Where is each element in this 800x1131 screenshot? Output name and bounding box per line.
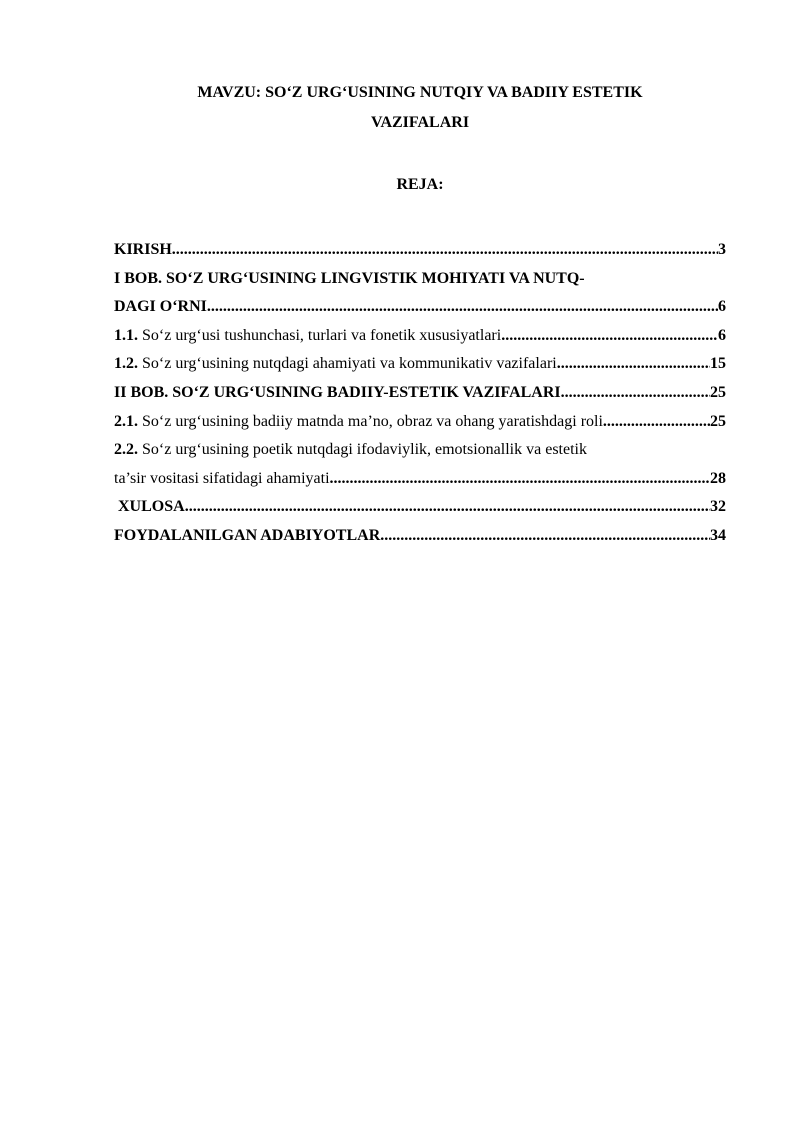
section-number: 2.1. — [114, 412, 138, 430]
dot-leader — [172, 236, 718, 265]
table-of-contents — [114, 236, 726, 551]
toc-label: II BOB. SO‘Z URG‘USINING BADIIY-ESTETIK VAZIFALARI — [114, 383, 561, 401]
dot-leader — [557, 350, 710, 379]
dot-leader — [207, 293, 718, 322]
toc-label — [114, 350, 557, 379]
toc-page-number: 3 — [718, 241, 726, 258]
toc-entry-1-2 — [114, 350, 726, 379]
dot-leader — [185, 493, 710, 522]
toc-entry-bob1 — [114, 265, 726, 322]
toc-page-number: 6 — [718, 326, 726, 344]
toc-page-number: 15 — [710, 355, 726, 373]
section-title: So‘z urg‘usining nutqdagi ahamiyati va kommunikativ vazifalari — [138, 355, 557, 373]
toc-entry-bob2 — [114, 379, 726, 408]
dot-leader — [380, 522, 710, 551]
toc-entry-adabiyotlar — [114, 522, 726, 551]
toc-page-number: 25 — [710, 412, 726, 430]
toc-entry-2-2 — [114, 436, 726, 493]
toc-page-number: 6 — [718, 298, 726, 316]
toc-label: XULOSA — [114, 498, 185, 516]
toc-label: FOYDALANILGAN ADABIYOTLAR — [114, 526, 381, 544]
section-title: So‘z urg‘usi tushunchasi, turlari va fonetik xususiyatlari — [138, 326, 502, 344]
toc-entry-xulosa — [114, 493, 726, 522]
plan-heading: REJA: — [396, 176, 444, 193]
dot-leader — [561, 379, 710, 408]
toc-page-number: 25 — [710, 383, 726, 401]
toc-label-line-2: ta’sir vositasi sifatidagi ahamiyati — [114, 469, 330, 487]
toc-label — [114, 408, 603, 437]
toc-label — [114, 322, 501, 351]
section-title: So‘z urg‘usining poetik nutqdagi ifodaviylik, emotsionallik va estetik — [138, 441, 587, 459]
toc-page-number: 32 — [710, 498, 726, 516]
toc-label-line-2: DAGI O‘RNI — [114, 298, 207, 316]
toc-page-number: 34 — [710, 526, 726, 544]
toc-entry-kirish — [114, 236, 726, 265]
toc-page-number: 28 — [710, 469, 726, 487]
title-line-1: MAVZU: SO‘Z URG‘USINING NUTQIY VA BADIIY ESTETIK — [197, 84, 643, 101]
toc-entry-1-1 — [114, 322, 726, 351]
toc-entry-2-1 — [114, 408, 726, 437]
toc-label-line-1 — [114, 436, 726, 465]
document-title — [114, 78, 726, 138]
section-number: 2.2. — [114, 441, 138, 459]
toc-label: KIRISH — [114, 241, 172, 258]
section-title: So‘z urg‘usining badiiy matnda ma’no, obraz va ohang yaratishdagi roli — [138, 412, 603, 430]
title-line-2: VAZIFALARI — [370, 114, 470, 131]
toc-label-line-1: I BOB. SO‘Z URG‘USINING LINGVISTIK MOHIYATI VA NUTQ- — [114, 269, 585, 287]
dot-leader — [501, 322, 718, 351]
dot-leader — [603, 408, 710, 437]
section-number: 1.2. — [114, 355, 138, 373]
section-number: 1.1. — [114, 326, 138, 344]
dot-leader — [330, 465, 710, 494]
